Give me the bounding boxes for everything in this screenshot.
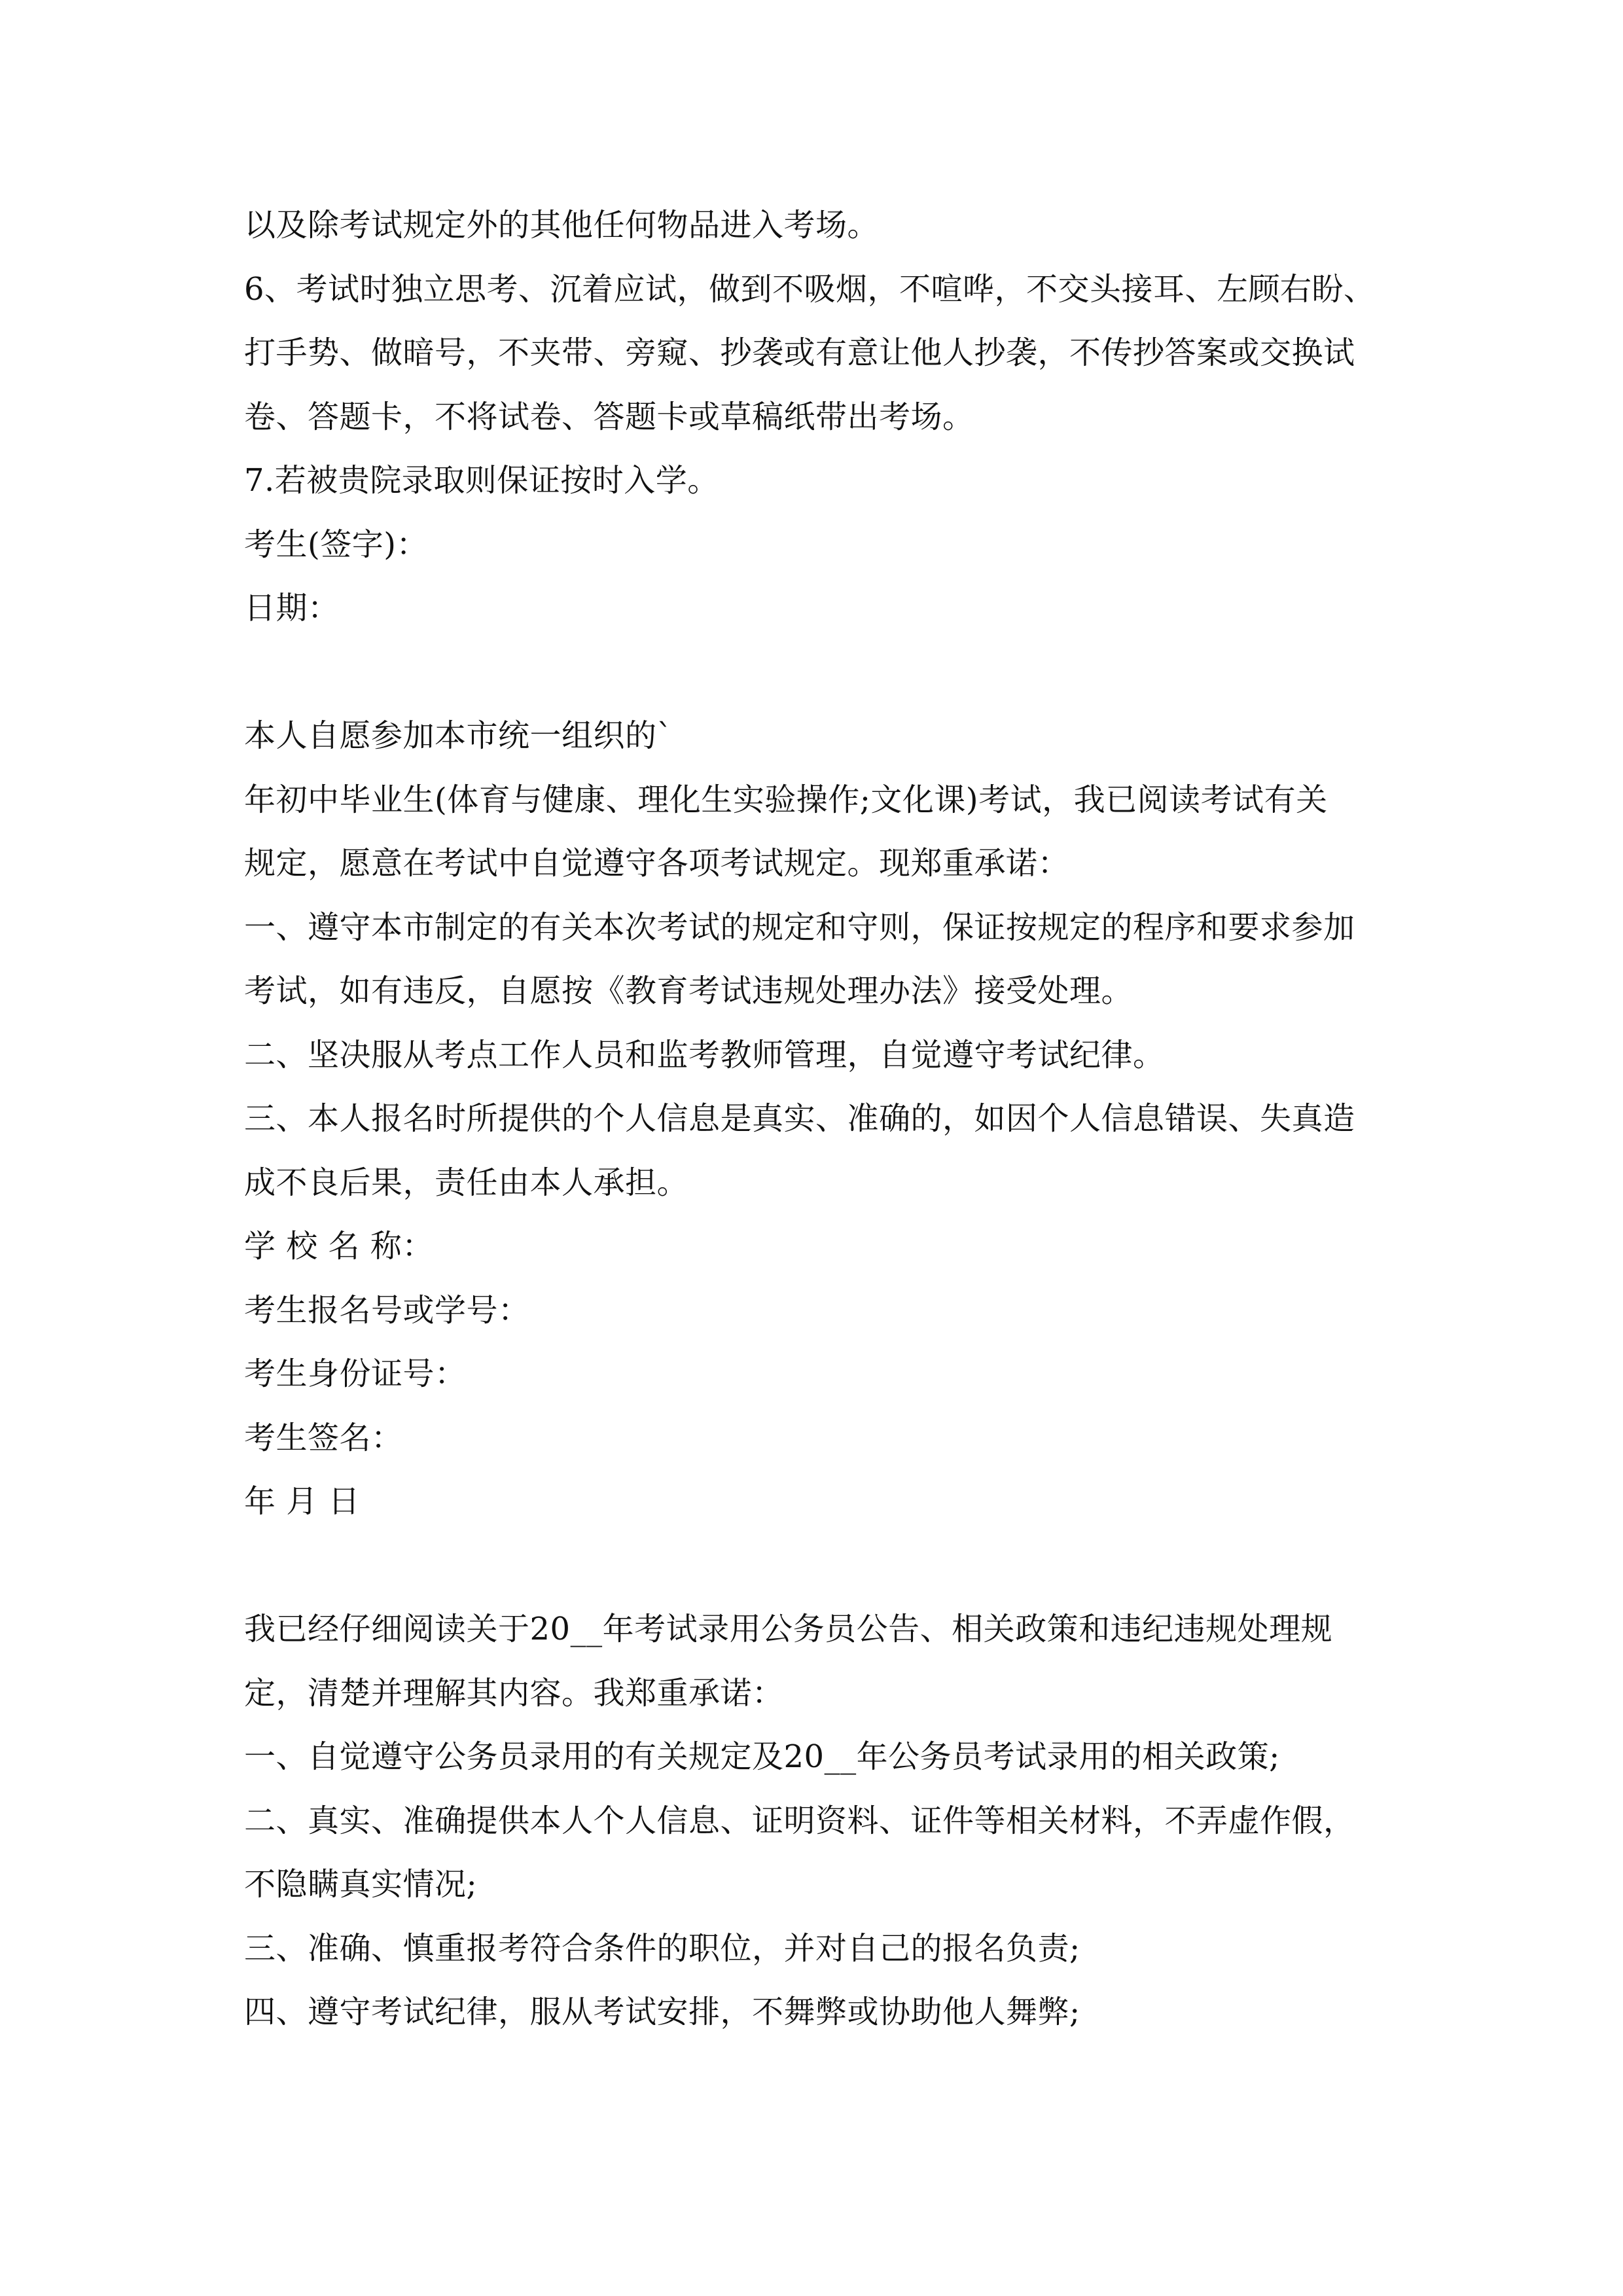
text-line: 不隐瞒真实情况; [244,1866,478,1903]
text-line: 规定，愿意在考试中自觉遵守各项考试规定。现郑重承诺： [244,845,1070,882]
graduate-exam-pledge-section [244,704,1422,1534]
text-line: 三、本人报名时所提供的个人信息是真实、准确的，如因个人信息错误、失真造 [244,1100,1355,1137]
text-line: 本人自愿参加本市统一组织的` [244,717,673,754]
section-divider [244,1534,1422,1598]
date-label: 年 月 日 [244,1483,361,1520]
text-line: 年初中毕业生(体育与健康、理化生实验操作;文化课)考试，我已阅读考试有关 [244,781,1328,818]
text-line: 以及除考试规定外的其他任何物品进入考场。 [244,207,880,243]
document-body [244,194,1422,2045]
text-line: 一、遵守本市制定的有关本次考试的规定和守则，保证按规定的程序和要求参加 [244,908,1355,946]
text-line: 定，清楚并理解其内容。我郑重承诺： [244,1674,784,1712]
text-line: 我已经仔细阅读关于20__年考试录用公务员公告、相关政策和违纪违规处理规 [244,1611,1333,1647]
text-line: 考试，如有违反，自愿按《教育考试违规处理办法》接受处理。 [244,973,1133,1009]
text-line: 一、自觉遵守公务员录用的有关规定及20__年公务员考试录用的相关政策; [244,1738,1280,1775]
text-line: 二、真实、准确提供本人个人信息、证明资料、证件等相关材料，不弄虚作假， [244,1802,1355,1839]
date-label: 日期： [244,590,340,626]
text-line: 6、考试时独立思考、沉着应试，做到不吸烟，不喧哗，不交头接耳、左顾右盼、 [244,270,1376,308]
candidate-signature-label: 考生签名： [244,1419,403,1456]
text-line: 四、遵守考试纪律，服从考试安排，不舞弊或协助他人舞弊; [244,1994,1080,2030]
exam-rules-section [244,194,1422,641]
text-line: 成不良后果，责任由本人承担。 [244,1164,689,1201]
text-line: 二、坚决服从考点工作人员和监考教师管理，自觉遵守考试纪律。 [244,1036,1165,1073]
school-name-label: 学 校 名 称： [244,1228,434,1265]
text-line: 三、准确、慎重报考符合条件的职位，并对自己的报名负责; [244,1929,1080,1967]
text-line: 打手势、做暗号，不夹带、旁窥、抄袭或有意让他人抄袭，不传抄答案或交换试 [244,334,1355,371]
text-line: 7.若被贵院录取则保证按时入学。 [244,462,719,499]
text-line: 卷、答题卡，不将试卷、答题卡或草稿纸带出考场。 [244,398,974,435]
section-divider [244,641,1422,705]
civil-service-pledge-section [244,1598,1422,2045]
candidate-signature-label: 考生(签字)： [244,526,428,563]
registration-number-label: 考生报名号或学号： [244,1291,530,1329]
id-number-label: 考生身份证号： [244,1355,467,1392]
